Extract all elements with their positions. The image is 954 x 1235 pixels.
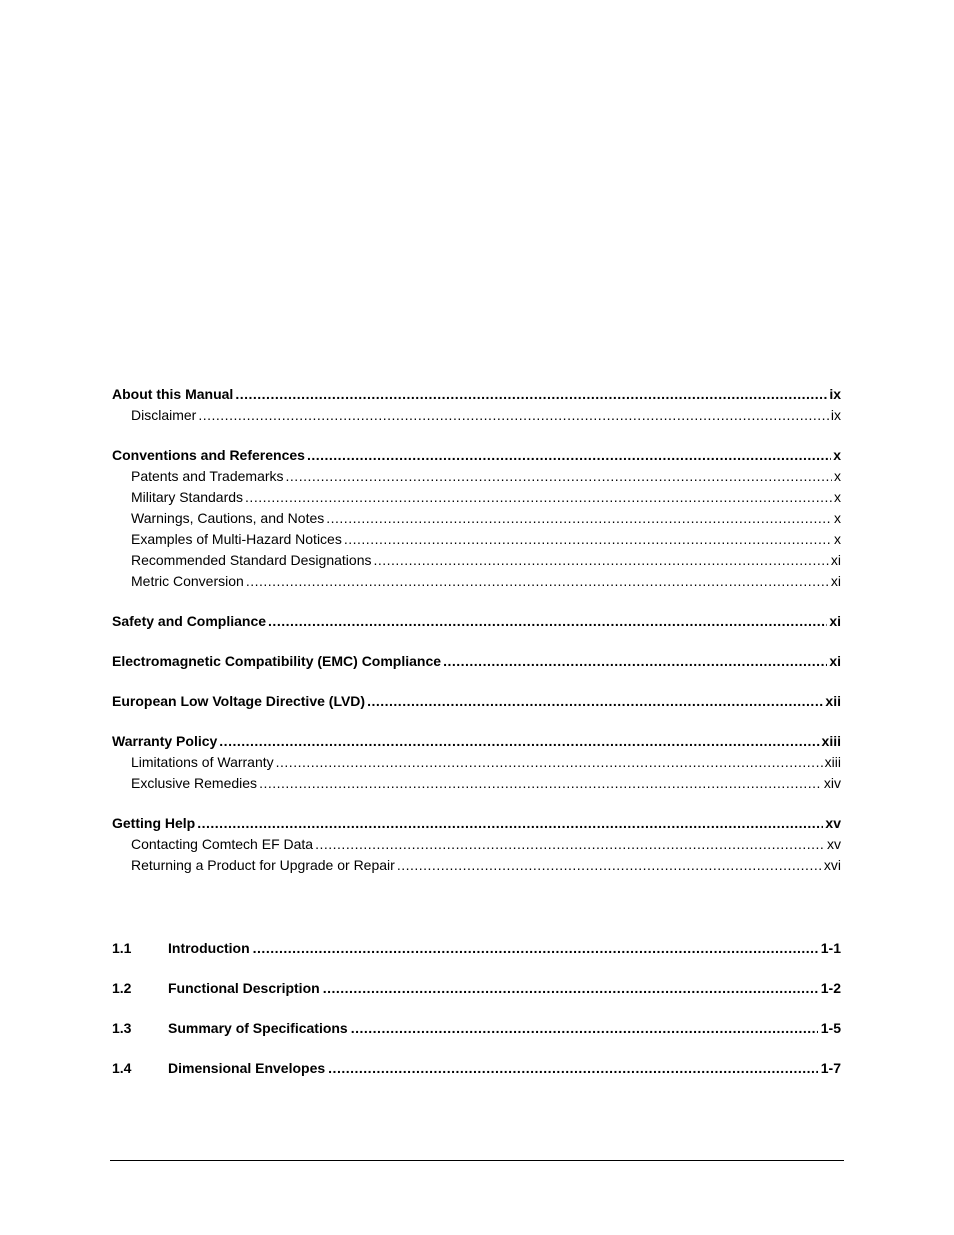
section-number: 1.2 (112, 980, 132, 996)
dot-leader (259, 773, 822, 794)
toc-subentry[interactable] (112, 466, 841, 487)
toc-subentry[interactable] (112, 487, 841, 508)
toc-group-warranty (112, 731, 841, 794)
toc-subentry-page: xvi (823, 857, 841, 873)
dot-leader (245, 487, 832, 508)
section-page: 1-5 (820, 1020, 841, 1036)
toc-entry[interactable] (112, 651, 841, 672)
toc-entry[interactable] (112, 611, 841, 632)
toc-subentry-title: Metric Conversion (131, 573, 244, 589)
dot-leader (323, 978, 818, 999)
dot-leader (253, 938, 818, 959)
dot-leader (351, 1018, 818, 1039)
section-number: 1.4 (112, 1060, 132, 1076)
toc-subentry[interactable] (112, 834, 841, 855)
footer-divider (110, 1160, 844, 1161)
toc-entry[interactable] (112, 731, 841, 752)
toc-entry-page: xiii (821, 733, 841, 749)
chapter-section-entry[interactable] (112, 938, 841, 959)
toc-subentry-title: Limitations of Warranty (131, 754, 274, 770)
toc-subentry[interactable] (112, 550, 841, 571)
toc-subentry[interactable] (112, 571, 841, 592)
toc-subentry-page: x (834, 531, 841, 547)
toc-entry[interactable] (112, 813, 841, 834)
toc-entry-title: European Low Voltage Directive (LVD) (112, 693, 366, 709)
toc-subentry-title: Disclaimer (131, 407, 197, 423)
chapter-section-entry[interactable] (112, 1018, 841, 1039)
dot-leader (443, 651, 827, 672)
toc-entry-title: About this Manual (112, 386, 234, 402)
toc-group-about (112, 384, 841, 426)
dot-leader (197, 813, 823, 834)
toc-subentry-page: xi (830, 573, 841, 589)
toc-entry-title: Conventions and References (112, 447, 305, 463)
toc-subentry-page: xv (827, 836, 841, 852)
toc-entry-page: ix (829, 386, 841, 402)
toc-entry-title: Electromagnetic Compatibility (EMC) Compliance (112, 653, 442, 669)
section-title: Dimensional Envelopes (168, 1060, 326, 1076)
toc-group-safety (112, 611, 841, 632)
toc-subentry-page: ix (830, 407, 841, 423)
section-title: Introduction (168, 940, 250, 956)
toc-entry[interactable] (112, 445, 841, 466)
chapter-toc (112, 938, 841, 1098)
toc-subentry-title: Contacting Comtech EF Data (131, 836, 314, 852)
toc-subentry-title: Exclusive Remedies (131, 775, 258, 791)
dot-leader (315, 834, 825, 855)
toc-subentry-title: Recommended Standard Designations (131, 552, 372, 568)
toc-entry-title: Warranty Policy (112, 733, 218, 749)
toc-subentry-title: Patents and Trademarks (131, 468, 284, 484)
toc-subentry[interactable] (112, 508, 841, 529)
toc-subentry[interactable] (112, 752, 841, 773)
front-matter-toc (112, 384, 841, 876)
toc-subentry-title: Military Standards (131, 489, 244, 505)
toc-subentry-page: xiv (823, 775, 841, 791)
toc-group-lvd (112, 691, 841, 712)
dot-leader (373, 550, 828, 571)
section-number: 1.3 (112, 1020, 132, 1036)
dot-leader (344, 529, 832, 550)
section-page: 1-1 (820, 940, 841, 956)
dot-leader (367, 691, 823, 712)
toc-entry[interactable] (112, 691, 841, 712)
toc-subentry-page: xi (830, 552, 841, 568)
dot-leader (328, 1058, 818, 1079)
section-page: 1-2 (820, 980, 841, 996)
section-page: 1-7 (820, 1060, 841, 1076)
toc-group-emc (112, 651, 841, 672)
toc-subentry-title: Warnings, Cautions, and Notes (131, 510, 325, 526)
toc-entry-title: Getting Help (112, 815, 196, 831)
toc-subentry[interactable] (112, 855, 841, 876)
toc-entry-page: x (833, 447, 841, 463)
dot-leader (246, 571, 829, 592)
toc-subentry-page: xiii (824, 754, 841, 770)
toc-entry-page: xv (825, 815, 841, 831)
toc-subentry-page: x (834, 510, 841, 526)
section-title: Functional Description (168, 980, 320, 996)
dot-leader (268, 611, 827, 632)
section-title: Summary of Specifications (168, 1020, 348, 1036)
toc-entry-page: xii (825, 693, 841, 709)
toc-subentry-page: x (834, 468, 841, 484)
toc-entry[interactable] (112, 384, 841, 405)
dot-leader (326, 508, 832, 529)
toc-group-conventions (112, 445, 841, 592)
toc-entry-page: xi (829, 613, 841, 629)
toc-subentry[interactable] (112, 529, 841, 550)
toc-subentry-title: Examples of Multi-Hazard Notices (131, 531, 342, 547)
toc-subentry[interactable] (112, 405, 841, 426)
toc-subentry[interactable] (112, 773, 841, 794)
chapter-section-entry[interactable] (112, 1058, 841, 1079)
toc-group-help (112, 813, 841, 876)
section-number: 1.1 (112, 940, 132, 956)
dot-leader (397, 855, 822, 876)
toc-entry-page: xi (829, 653, 841, 669)
dot-leader (286, 466, 832, 487)
toc-entry-title: Safety and Compliance (112, 613, 267, 629)
chapter-section-entry[interactable] (112, 978, 841, 999)
toc-subentry-title: Returning a Product for Upgrade or Repair (131, 857, 395, 873)
dot-leader (235, 384, 827, 405)
dot-leader (307, 445, 831, 466)
toc-subentry-page: x (834, 489, 841, 505)
dot-leader (276, 752, 823, 773)
dot-leader (219, 731, 819, 752)
dot-leader (198, 405, 829, 426)
